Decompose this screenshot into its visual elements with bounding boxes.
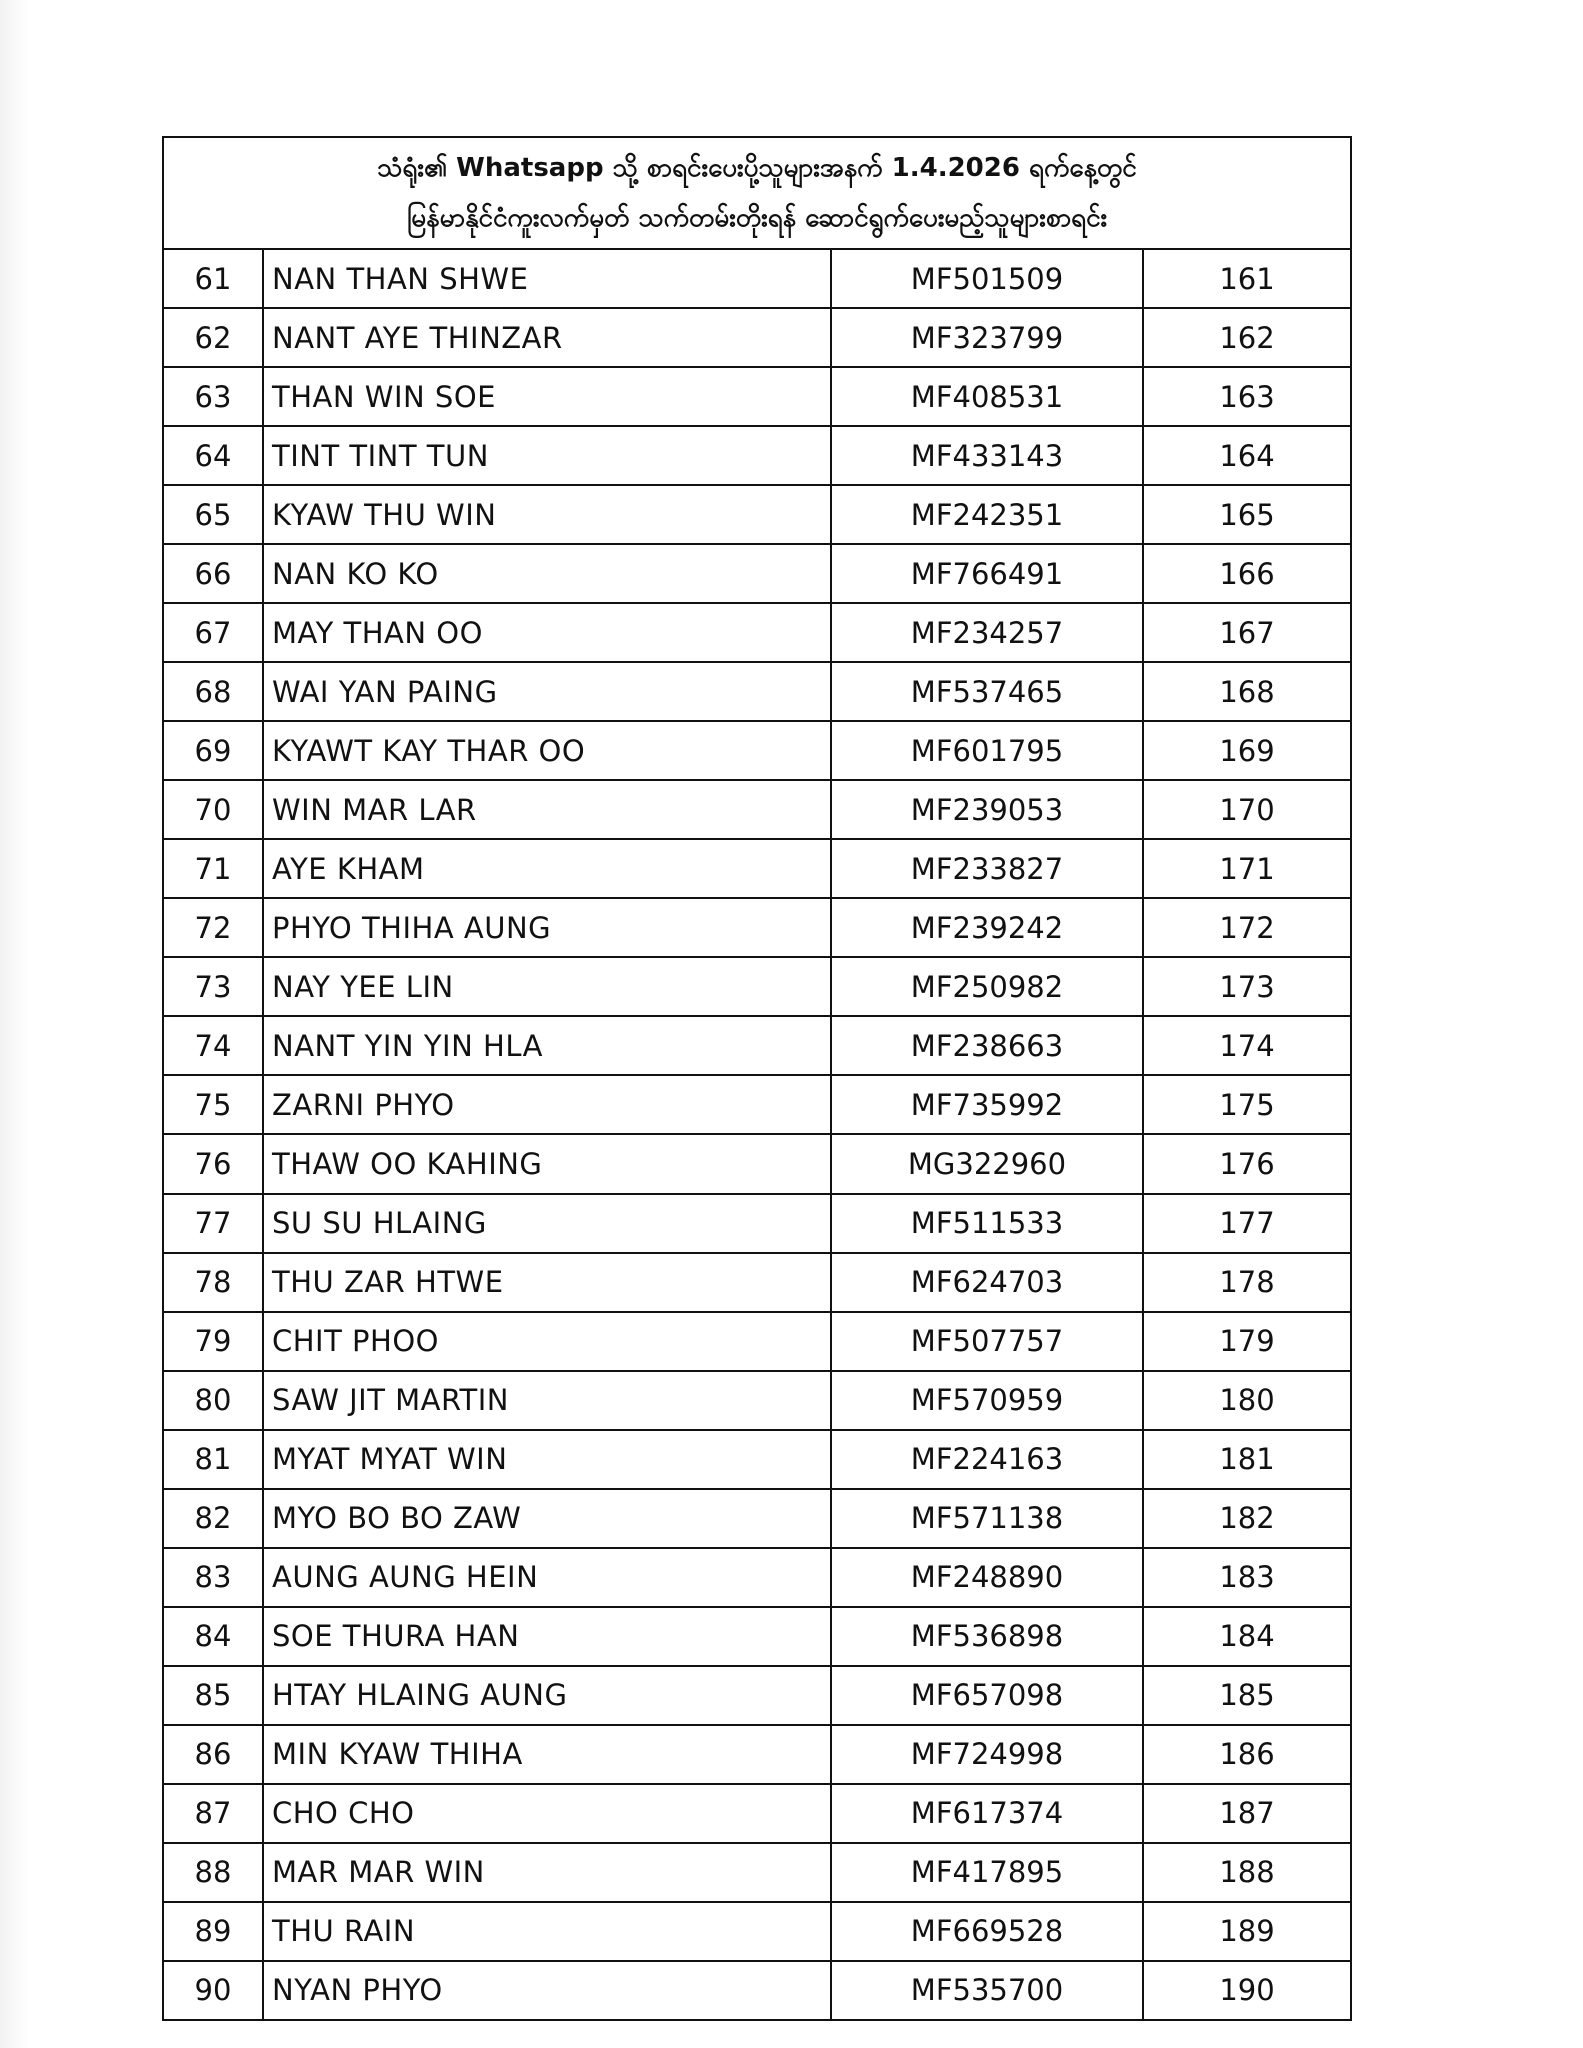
- passport-number: MF239242: [832, 899, 1144, 956]
- table-row: [164, 486, 1350, 545]
- passport-number: MF250982: [832, 958, 1144, 1015]
- table-row: [164, 663, 1350, 722]
- passport-number: MF239053: [832, 781, 1144, 838]
- passport-number: MF735992: [832, 1076, 1144, 1133]
- table-row: [164, 1903, 1350, 1962]
- applicant-name: NANT AYE THINZAR: [264, 309, 832, 366]
- row-number: 61: [164, 250, 264, 307]
- queue-number: 182: [1219, 1501, 1275, 1536]
- applicant-name: SAW JIT MARTIN: [264, 1372, 832, 1429]
- passport-number: MF242351: [832, 486, 1144, 543]
- table-row: [164, 1313, 1350, 1372]
- queue-number: 184: [1219, 1619, 1275, 1654]
- queue-number: 165: [1219, 497, 1275, 532]
- applicant-name: HTAY HLAING AUNG: [264, 1667, 832, 1724]
- table-row: [164, 1076, 1350, 1135]
- queue-number: 189: [1219, 1914, 1275, 1949]
- queue-number: 183: [1219, 1560, 1275, 1595]
- table-row: [164, 250, 1350, 309]
- applicant-name: CHIT PHOO: [264, 1313, 832, 1370]
- applicant-name: PHYO THIHA AUNG: [264, 899, 832, 956]
- page-edge-shadow: [0, 0, 30, 2048]
- queue-number: 188: [1219, 1855, 1275, 1890]
- queue-number: 175: [1219, 1087, 1275, 1122]
- passport-number: MF766491: [832, 545, 1144, 602]
- table-row: [164, 427, 1350, 486]
- applicant-name: NAN THAN SHWE: [264, 250, 832, 307]
- applicant-name: THU RAIN: [264, 1903, 832, 1960]
- passport-number: MF624703: [832, 1254, 1144, 1311]
- row-number: 81: [164, 1431, 264, 1488]
- row-number: 72: [164, 899, 264, 956]
- table-row: [164, 958, 1350, 1017]
- table-row: [164, 368, 1350, 427]
- passport-number: MF507757: [832, 1313, 1144, 1370]
- applicant-name: NYAN PHYO: [264, 1962, 832, 2019]
- passport-number: MF535700: [832, 1962, 1144, 2019]
- applicant-name: NAY YEE LIN: [264, 958, 832, 1015]
- applicant-name: NAN KO KO: [264, 545, 832, 602]
- queue-number: 167: [1219, 615, 1275, 650]
- table-body: [164, 250, 1350, 2019]
- passport-number: MF417895: [832, 1844, 1144, 1901]
- passport-number: MF617374: [832, 1785, 1144, 1842]
- passport-number: MG322960: [832, 1135, 1144, 1192]
- queue-number: 177: [1219, 1206, 1275, 1241]
- applicant-name: CHO CHO: [264, 1785, 832, 1842]
- table-row: [164, 1785, 1350, 1844]
- table-row: [164, 1667, 1350, 1726]
- queue-number: 173: [1219, 969, 1275, 1004]
- passport-number: MF537465: [832, 663, 1144, 720]
- passport-number: MF570959: [832, 1372, 1144, 1429]
- row-number: 82: [164, 1490, 264, 1547]
- row-number: 83: [164, 1549, 264, 1606]
- table-row: [164, 1195, 1350, 1254]
- queue-number: 176: [1219, 1146, 1275, 1181]
- queue-number: 164: [1219, 438, 1275, 473]
- row-number: 85: [164, 1667, 264, 1724]
- header-title-line-2: မြန်မာနိုင်ငံကူးလက်မှတ် သက်တမ်းတိုးရန် ဆောင်ရွက်ပေးမည့်သူများစာရင်း: [406, 203, 1108, 233]
- table-row: [164, 604, 1350, 663]
- queue-number: 162: [1219, 320, 1275, 355]
- passport-number: MF323799: [832, 309, 1144, 366]
- passport-number: MF233827: [832, 840, 1144, 897]
- applicant-name: MIN KYAW THIHA: [264, 1726, 832, 1783]
- passport-number: MF511533: [832, 1195, 1144, 1252]
- applicant-name: MYO BO BO ZAW: [264, 1490, 832, 1547]
- row-number: 69: [164, 722, 264, 779]
- passport-number: MF238663: [832, 1017, 1144, 1074]
- table-row: [164, 1431, 1350, 1490]
- applicant-name: MAR MAR WIN: [264, 1844, 832, 1901]
- applicant-name: SU SU HLAING: [264, 1195, 832, 1252]
- passport-number: MF657098: [832, 1667, 1144, 1724]
- table-header: [164, 138, 1350, 250]
- passport-number: MF224163: [832, 1431, 1144, 1488]
- queue-number: 181: [1219, 1442, 1275, 1477]
- passport-number: MF536898: [832, 1608, 1144, 1665]
- row-number: 65: [164, 486, 264, 543]
- queue-number: 185: [1219, 1678, 1275, 1713]
- table-row: [164, 840, 1350, 899]
- applicant-name: KYAW THU WIN: [264, 486, 832, 543]
- table-row: [164, 1135, 1350, 1194]
- header-title-line-1: သံရုံး၏ Whatsapp သို့ စာရင်းပေးပို့သူများအနက် 1.4.2026 ရက်နေ့တွင်: [377, 153, 1137, 183]
- applicant-name: AUNG AUNG HEIN: [264, 1549, 832, 1606]
- queue-number: 186: [1219, 1737, 1275, 1772]
- applicant-name: TINT TINT TUN: [264, 427, 832, 484]
- row-number: 67: [164, 604, 264, 661]
- row-number: 78: [164, 1254, 264, 1311]
- applicant-name: SOE THURA HAN: [264, 1608, 832, 1665]
- queue-number: 187: [1219, 1796, 1275, 1831]
- table-row: [164, 781, 1350, 840]
- passport-number: MF433143: [832, 427, 1144, 484]
- table-row: [164, 1549, 1350, 1608]
- queue-number: 169: [1219, 733, 1275, 768]
- row-number: 73: [164, 958, 264, 1015]
- applicant-name: WAI YAN PAING: [264, 663, 832, 720]
- row-number: 84: [164, 1608, 264, 1665]
- passport-number: MF234257: [832, 604, 1144, 661]
- applicant-name: THU ZAR HTWE: [264, 1254, 832, 1311]
- applicant-name: NANT YIN YIN HLA: [264, 1017, 832, 1074]
- row-number: 66: [164, 545, 264, 602]
- applicant-name: AYE KHAM: [264, 840, 832, 897]
- row-number: 86: [164, 1726, 264, 1783]
- table-row: [164, 1962, 1350, 2019]
- table-row: [164, 1608, 1350, 1667]
- applicant-name: ZARNI PHYO: [264, 1076, 832, 1133]
- table-row: [164, 545, 1350, 604]
- queue-number: 180: [1219, 1383, 1275, 1418]
- table-row: [164, 1844, 1350, 1903]
- row-number: 90: [164, 1962, 264, 2019]
- row-number: 74: [164, 1017, 264, 1074]
- row-number: 62: [164, 309, 264, 366]
- row-number: 64: [164, 427, 264, 484]
- queue-number: 179: [1219, 1324, 1275, 1359]
- row-number: 70: [164, 781, 264, 838]
- queue-number: 161: [1219, 261, 1275, 296]
- passport-renewal-table: [162, 136, 1352, 2021]
- passport-number: MF724998: [832, 1726, 1144, 1783]
- table-row: [164, 1254, 1350, 1313]
- row-number: 88: [164, 1844, 264, 1901]
- queue-number: 171: [1219, 851, 1275, 886]
- row-number: 80: [164, 1372, 264, 1429]
- passport-number: MF408531: [832, 368, 1144, 425]
- applicant-name: THAW OO KAHING: [264, 1135, 832, 1192]
- queue-number: 190: [1219, 1973, 1275, 2008]
- passport-number: MF601795: [832, 722, 1144, 779]
- row-number: 75: [164, 1076, 264, 1133]
- row-number: 63: [164, 368, 264, 425]
- queue-number: 170: [1219, 792, 1275, 827]
- row-number: 79: [164, 1313, 264, 1370]
- table-row: [164, 1017, 1350, 1076]
- passport-number: MF501509: [832, 250, 1144, 307]
- row-number: 76: [164, 1135, 264, 1192]
- table-row: [164, 1372, 1350, 1431]
- queue-number: 168: [1219, 674, 1275, 709]
- applicant-name: MYAT MYAT WIN: [264, 1431, 832, 1488]
- queue-number: 172: [1219, 910, 1275, 945]
- applicant-name: WIN MAR LAR: [264, 781, 832, 838]
- table-row: [164, 722, 1350, 781]
- applicant-name: THAN WIN SOE: [264, 368, 832, 425]
- applicant-name: KYAWT KAY THAR OO: [264, 722, 832, 779]
- applicant-name: MAY THAN OO: [264, 604, 832, 661]
- row-number: 68: [164, 663, 264, 720]
- table-row: [164, 1726, 1350, 1785]
- table-row: [164, 1490, 1350, 1549]
- queue-number: 178: [1219, 1265, 1275, 1300]
- row-number: 87: [164, 1785, 264, 1842]
- row-number: 89: [164, 1903, 264, 1960]
- table-row: [164, 899, 1350, 958]
- queue-number: 163: [1219, 379, 1275, 414]
- passport-number: MF571138: [832, 1490, 1144, 1547]
- passport-number: MF669528: [832, 1903, 1144, 1960]
- passport-number: MF248890: [832, 1549, 1144, 1606]
- table-row: [164, 309, 1350, 368]
- row-number: 77: [164, 1195, 264, 1252]
- queue-number: 166: [1219, 556, 1275, 591]
- row-number: 71: [164, 840, 264, 897]
- queue-number: 174: [1219, 1028, 1275, 1063]
